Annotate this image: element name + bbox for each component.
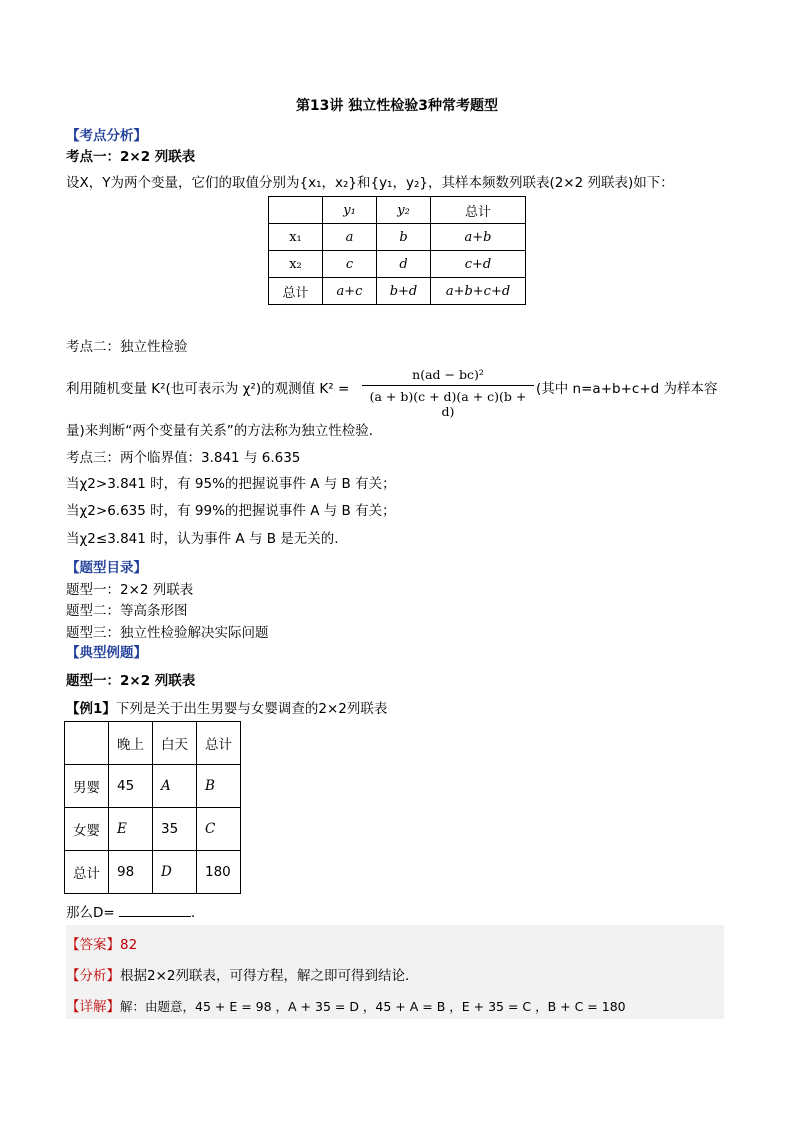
point1-description: 设X，Y为两个变量，它们的取值分别为{x₁，x₂}和{y₁，y₂}，其样本频数列联表(2×2 列联表)如下： — [66, 175, 674, 191]
point3-line: 当χ2>6.635 时，有 99%的把握说事件 A 与 B 有关； — [66, 503, 396, 519]
type1-heading: 题型一：2×2 列联表 — [66, 673, 196, 689]
catalog-item: 题型二：等高条形图 — [66, 603, 188, 619]
table-row — [65, 851, 241, 894]
table-cell: x₂ — [269, 251, 323, 278]
formula-numerator: n(ad − bc)² — [362, 367, 534, 386]
table-row — [65, 722, 241, 765]
table-cell: 总计 — [431, 197, 526, 224]
point3-line: 当χ2>3.841 时，有 95%的把握说事件 A 与 B 有关； — [66, 476, 396, 492]
table-cell: 35 — [153, 808, 197, 851]
table-cell — [269, 197, 323, 224]
table-row — [269, 278, 526, 305]
table-cell: 白天 — [153, 722, 197, 765]
table-cell: 总计 — [197, 722, 241, 765]
table-cell: 98 — [109, 851, 153, 894]
ask-text: 那么D= — [66, 905, 115, 921]
table-cell: 晚上 — [109, 722, 153, 765]
table-cell: y₁ — [323, 197, 377, 224]
table-cell: 总计 — [269, 278, 323, 305]
point3-line: 当χ2≤3.841 时，认为事件 A 与 B 是无关的. — [66, 531, 339, 547]
detail-line — [66, 995, 626, 1015]
table-cell: E — [109, 808, 153, 851]
example1-ask — [66, 901, 205, 921]
chi-square-formula — [362, 367, 534, 419]
catalog-item: 题型三：独立性检验解决实际问题 — [66, 625, 269, 641]
table-cell: C — [197, 808, 241, 851]
section-catalog: 【题型目录】 — [66, 560, 147, 576]
answer-value: 82 — [120, 937, 138, 953]
analysis-label: 【分析】 — [66, 968, 120, 984]
contingency-table-general — [268, 196, 526, 305]
analysis-text: 根据2×2列联表，可得方程，解之即可得到结论． — [120, 968, 419, 984]
detail-text: 解：由题意，45 + E = 98 ，A + 35 = D ，45 + A = B ，E + 35 = C ，B + C = 180 — [120, 999, 626, 1014]
table-cell: c — [323, 251, 377, 278]
answer-line — [66, 933, 137, 953]
formula-denominator: (a + b)(c + d)(a + c)(b + d) — [369, 389, 527, 419]
point3-heading: 考点三：两个临界值：3.841 与 6.635 — [66, 450, 301, 466]
table-cell: y₂ — [377, 197, 431, 224]
table-row — [269, 197, 526, 224]
table-row — [269, 251, 526, 278]
ask-end: ． — [191, 905, 205, 921]
detail-label: 【详解】 — [66, 999, 120, 1015]
point2-heading: 考点二：独立性检验 — [66, 339, 188, 355]
table-cell: D — [153, 851, 197, 894]
formula-prefix: 利用随机变量 K²(也可表示为 χ²)的观测值 K² = — [66, 381, 350, 397]
table-cell: 45 — [109, 765, 153, 808]
contingency-table-example — [64, 721, 241, 894]
catalog-item: 题型一：2×2 列联表 — [66, 582, 194, 598]
table-cell: a+c — [323, 278, 377, 305]
table-cell: b+d — [377, 278, 431, 305]
table-cell: 180 — [197, 851, 241, 894]
table-row — [65, 765, 241, 808]
answer-blank — [119, 904, 191, 917]
formula-suffix: (其中 n=a+b+c+d 为样本容 — [536, 381, 718, 397]
table-cell: c+d — [431, 251, 526, 278]
analysis-line — [66, 964, 419, 984]
table-cell: 总计 — [65, 851, 109, 894]
table-cell: A — [153, 765, 197, 808]
table-cell: x₁ — [269, 224, 323, 251]
example-question-text: 下列是关于出生男婴与女婴调查的2×2列联表 — [115, 701, 388, 717]
table-cell: a+b+c+d — [431, 278, 526, 305]
example-label: 【例1】 — [66, 701, 116, 717]
table-cell: B — [197, 765, 241, 808]
table-row — [269, 224, 526, 251]
table-cell: a+b — [431, 224, 526, 251]
table-row — [65, 808, 241, 851]
table-cell: 女婴 — [65, 808, 109, 851]
table-cell: d — [377, 251, 431, 278]
point2-line2: 量)来判断“两个变量有关系”的方法称为独立性检验． — [66, 423, 383, 439]
example1-question — [66, 697, 387, 717]
answer-label: 【答案】 — [66, 937, 120, 953]
table-cell: a — [323, 224, 377, 251]
table-cell: 男婴 — [65, 765, 109, 808]
table-cell — [65, 722, 109, 765]
point1-heading: 考点一：2×2 列联表 — [66, 149, 196, 165]
table-cell: b — [377, 224, 431, 251]
section-examples: 【典型例题】 — [66, 645, 147, 661]
section-analysis: 【考点分析】 — [66, 128, 147, 144]
page-title: 第13讲 独立性检验3种常考题型 — [295, 98, 499, 114]
